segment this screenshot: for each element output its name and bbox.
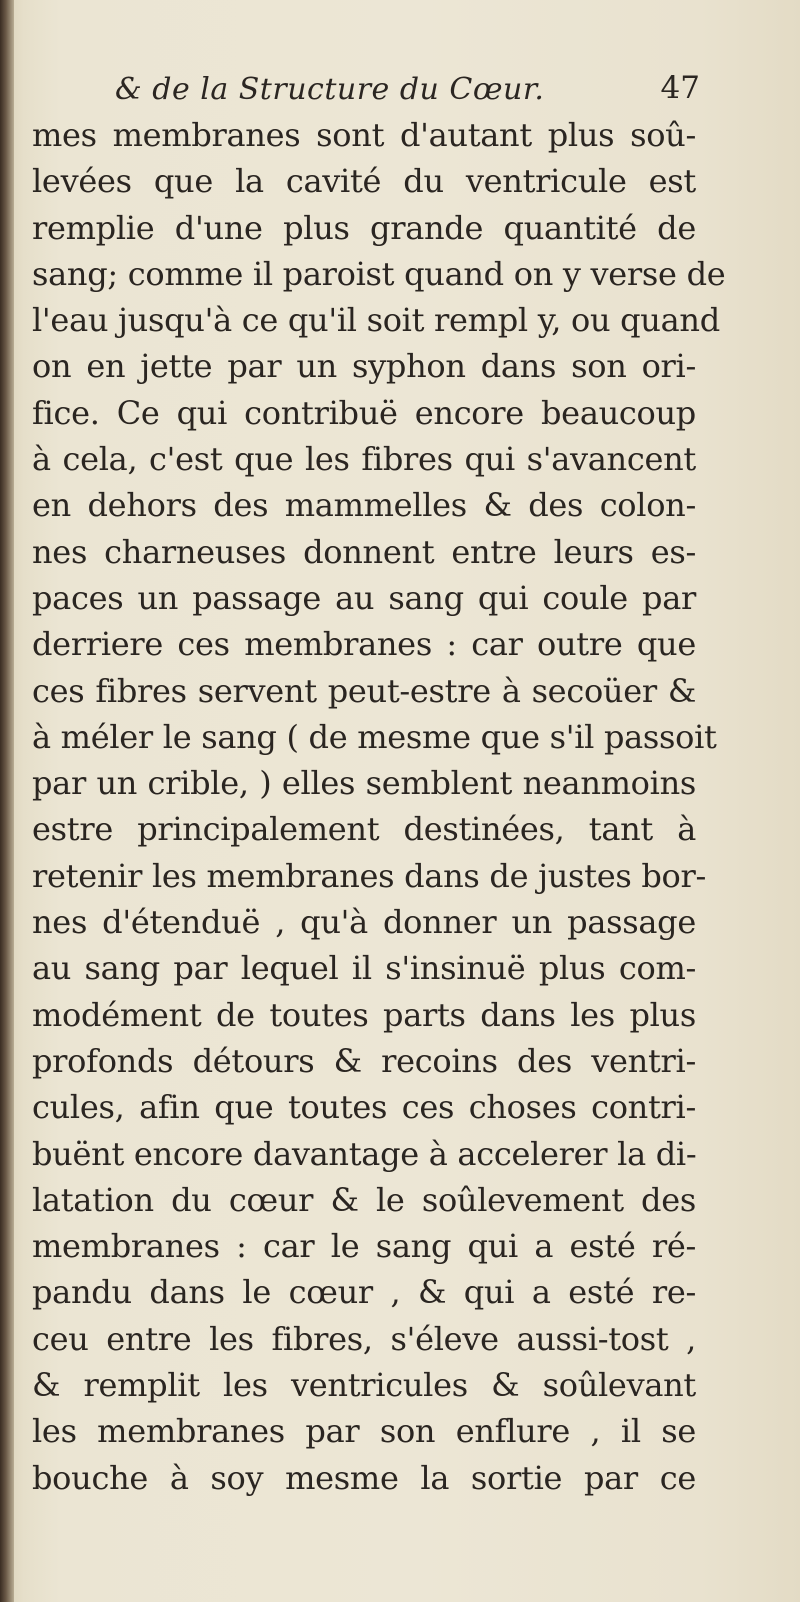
text-line: pandu dans le cœur , & qui a esté re- [32,1273,696,1312]
text-line: ces fibres servent peut-estre à secoüer & [32,671,696,710]
text-line: estre principalement destinées, tant à [32,810,696,849]
text-line: remplie d'une plus grande quantité de [32,208,696,247]
text-line: & remplit les ventricules & soûlevant [32,1366,696,1405]
text-line: latation du cœur & le soûlevement des [32,1180,696,1219]
text-line: fice. Ce qui contribuë encore beaucoup [32,393,696,432]
text-line: les membranes par son enflure , il se [32,1412,696,1451]
text-line: membranes : car le sang qui a esté ré- [32,1227,696,1266]
text-line: paces un passage au sang qui coule par [32,578,696,617]
text-line: on en jette par un syphon dans son ori- [32,347,696,386]
page-header [115,66,700,116]
text-line: à méler le sang ( de mesme que s'il passoit [32,717,717,756]
text-line: en dehors des mammelles & des colon- [32,486,696,525]
text-line: buënt encore davantage à accelerer la di- [32,1134,697,1173]
text-line: modément de toutes parts dans les plus [32,995,696,1034]
text-line: ceu entre les fibres, s'éleve aussi-tost , [32,1319,696,1358]
binding-gutter [0,0,14,1602]
text-line: levées que la cavité du ventricule est [32,162,696,201]
text-line: mes membranes sont d'autant plus soû- [32,116,696,154]
text-line: à cela, c'est que les fibres qui s'avancent [32,440,696,479]
text-line: retenir les membranes dans de justes bor- [32,856,706,895]
text-line: par un crible, ) elles semblent neanmoins [32,764,696,803]
text-line: au sang par lequel il s'insinuë plus com- [32,949,696,988]
body-text [32,112,726,1501]
text-line: l'eau jusqu'à ce qu'il soit rempl y, ou quand [32,301,720,340]
text-line: sang; comme il paroist quand on y verse de [32,254,726,293]
text-line: cules, afin que toutes ces choses contri- [32,1088,696,1127]
page-number: 47 [660,70,700,106]
text-line: profonds détours & recoins des ventri- [32,1041,696,1080]
text-line: bouche à soy mesme la sortie par ce [32,1458,696,1497]
text-line: nes d'étenduë , qu'à donner un passage [32,903,696,942]
text-line: nes charneuses donnent entre leurs es- [32,532,696,571]
text-line: derriere ces membranes : car outre que [32,625,696,664]
running-title: & de la Structure du Cœur. [115,72,545,107]
